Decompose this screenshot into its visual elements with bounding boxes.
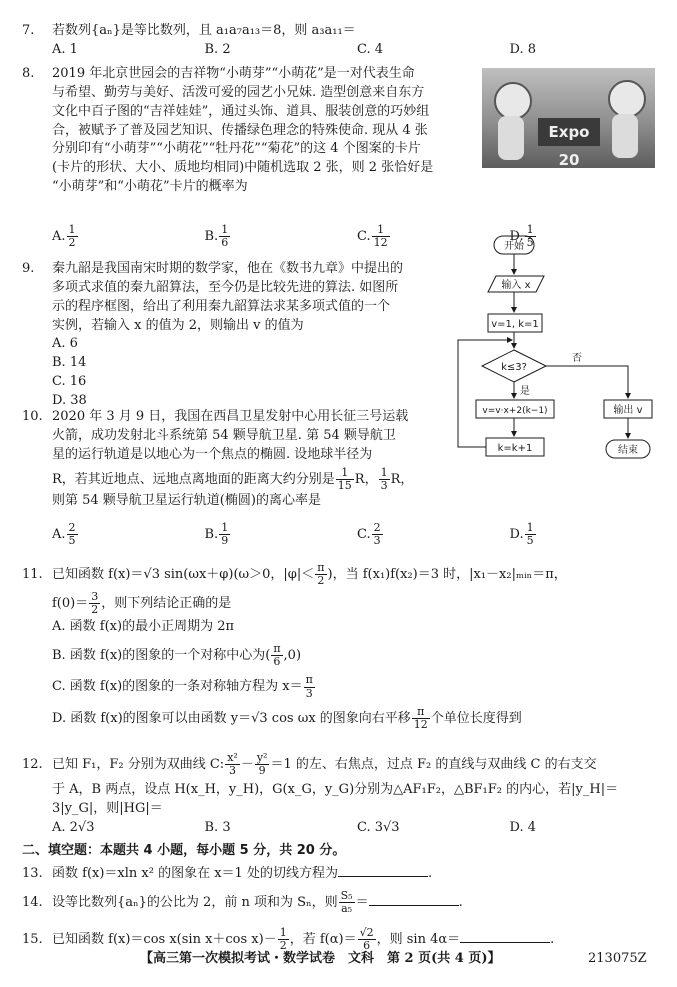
question-stem: 设等比数列{aₙ}的公比为 2，前 n 项和为 Sₙ，则 (52, 895, 338, 911)
question-number: 9. (22, 261, 35, 276)
question-8 (22, 65, 477, 197)
question-10 (22, 408, 462, 511)
option-a: A. 1 (52, 41, 78, 57)
question-line: 12. 已知 F₁，F₂ 分别为双曲线 C: $\frac{\text{x²}}{3}$ － $\frac{\text{y²}}{9}$ ＝1 的左、右焦点，过点 F₂ 的直线与双曲线 C 的右支交 (22, 751, 597, 778)
option-d: D. $\frac{1}{5}$ (509, 521, 534, 548)
mascot-head-left (494, 82, 532, 120)
section-title: 二、填空题：本题共 4 小题，每小题 5 分，共 20 分。 (22, 843, 346, 858)
question-line: 示的程序框图，给出了利用秦九韶算法求某多项式值的一个 (52, 298, 391, 314)
option-c: C. 3√3 (357, 819, 400, 835)
question-line: 则第 54 颗导航卫星运行轨道(椭圆)的离心率是 (52, 492, 321, 508)
expo-mascot-photo (482, 68, 655, 168)
option-b: B. $\frac{1}{9}$ (204, 521, 229, 548)
question-line: 秦九韶是我国南宋时期的数学家，他在《数书九章》中提出的 (52, 261, 404, 276)
answer-blank[interactable] (338, 862, 428, 877)
answer-blank[interactable] (369, 891, 459, 906)
question-9 (22, 260, 452, 411)
flow-yes-label: 是 (520, 386, 530, 397)
option-c: C. 函数 f(x)的图象的一条对称轴方程为 x＝ $\frac{\pi}{3}$ (52, 673, 313, 700)
flow-output-label: 输出 v (613, 405, 643, 416)
question-stem: 函数 f(x)＝xln x² 的图象在 x＝1 处的切线方程为 (52, 866, 338, 881)
footer-code: 213075Z (588, 951, 647, 966)
option-b: B. 3 (204, 819, 231, 835)
flow-update-k-label: k=k+1 (497, 443, 533, 454)
option-d: D. $\frac{1}{5}$ (509, 223, 534, 250)
question-10-options (22, 522, 662, 547)
question-line: 文化中百子图的“吉祥娃娃”，通过头饰、道具、服装创意的巧妙组 (52, 103, 430, 119)
question-line: 火箭，成功发射北斗系统第 54 颗导航卫星. 第 54 颗导航卫 (52, 427, 396, 443)
question-line: 11. 已知函数 f(x)＝√3 sin(ωx＋φ)(ω＞0，|φ|＜ $\frac{\pi}{2}$ )，当 f(x₁)f(x₂)＝3 时，|x₁－x₂|ₘᵢₙ＝π， (22, 561, 567, 588)
option-a: A. $\frac{2}{5}$ (52, 521, 76, 548)
option-a: A. 函数 f(x)的最小正周期为 2π (52, 619, 235, 635)
option-d: D. 4 (509, 819, 536, 835)
option-a: A. 6 (52, 336, 78, 352)
option-d: D. 函数 f(x)的图象可以由函数 y＝√3 cos ωx 的图象向右平移 $\frac{\pi}{12}$ 个单位长度得到 (52, 704, 522, 731)
flow-end-label: 结束 (618, 445, 638, 456)
option-a: A. $\frac{1}{2}$ (52, 223, 76, 250)
question-7 (22, 22, 662, 60)
question-number: 8. (22, 66, 35, 81)
option-c: C. 4 (357, 41, 384, 57)
flow-init-label: v=1, k=1 (491, 319, 539, 330)
question-line: 于 A，B 两点，设点 H(x_H，y_H)，G(x_G，y_G)分别为△AF₁F₂，△BF₁F₂ 的内心，若|y_H|＝ (52, 782, 619, 798)
options (22, 41, 662, 60)
flow-no-label: 否 (572, 353, 582, 364)
footer-title: 【高三第一次模拟考试・数学试卷 文科 第 2 页(共 4 页)】 (140, 951, 501, 966)
program-flowchart (452, 230, 662, 470)
option-c: C. $\frac{1}{12}$ (357, 223, 388, 250)
question-line: f(0)＝ $\frac{3}{2}$ ，则下列结论正确的是 (52, 590, 232, 617)
question-15: 15. 已知函数 f(x)＝cos x(sin x＋cos x)－ $\frac{1}{2}$ ，若 f(α)＝ $\frac{√2}{6}$ ，则 sin 4α＝ . (22, 926, 555, 953)
question-line: “小萌芽”和“小萌花”卡片的概率为 (52, 179, 248, 195)
expo-sign: Expo 20 (538, 118, 600, 146)
question-line: 与希望、勤劳与美好、活泼可爱的园艺小兄妹. 造型创意来自东方 (52, 84, 425, 100)
question-12 (22, 752, 662, 838)
option-c: C. 16 (52, 374, 87, 390)
question-line: (卡片的形状、大小、质地均相同)中随机选取 2 张，则 2 张恰好是 (52, 160, 434, 176)
question-number: 14. (22, 895, 43, 911)
question-number: 10. (22, 409, 43, 424)
question-line: 2020 年 3 月 9 日，我国在西昌卫星发射中心用长征三号运载 (52, 409, 409, 424)
option-d: D. 38 (52, 392, 87, 408)
question-13: 13. 函数 f(x)＝xln x² 的图象在 x＝1 处的切线方程为 . (22, 862, 662, 884)
options (22, 819, 662, 838)
option-d: D. 8 (509, 41, 536, 57)
option-b: B. 函数 f(x)的图象的一个对称中心为( $\frac{\pi}{6}$ ,0) (52, 642, 302, 669)
option-b: B. 14 (52, 355, 87, 371)
option-c: C. $\frac{2}{3}$ (357, 521, 381, 548)
mascot-body-left (498, 116, 524, 160)
question-number: 15. (22, 932, 43, 948)
question-11 (22, 562, 662, 731)
question-line: 2019 年北京世园会的吉祥物“小萌芽”“小萌花”是一对代表生命 (52, 66, 415, 81)
option-b: B. 2 (204, 41, 231, 57)
answer-blank[interactable] (460, 928, 550, 943)
question-number: 13. (22, 866, 43, 881)
question-line: 3|y_G|，则|HG|＝ (52, 801, 163, 817)
question-line: 多项式求值的秦九韶算法，至今仍是比较先进的算法. 如图所 (52, 279, 399, 295)
flow-update-v-label: v=v·x+2(k−1) (482, 406, 548, 416)
question-stem: 已知函数 f(x)＝cos x(sin x＋cos x)－ (52, 932, 277, 948)
option-b: B. $\frac{1}{6}$ (204, 223, 229, 250)
flow-start-label: 开始 (504, 241, 524, 252)
question-stem: 若数列{aₙ}是等比数列，且 a₁a₇a₁₃＝8，则 a₃a₁₁＝ (52, 23, 356, 38)
question-line: 合，被赋予了普及园艺知识、传播绿色理念的特殊使命. 现从 4 张 (52, 122, 428, 138)
question-14: 14. 设等比数列{aₙ}的公比为 2，前 n 项和为 Sₙ，则 $\frac{\text{S₅}}{\text{a₅}}$ ＝ . (22, 889, 463, 916)
question-line: 实例，若输入 x 的值为 2，则输出 v 的值为 (52, 317, 304, 333)
mascot-head-right (608, 80, 646, 118)
question-line: 星的运行轨道是以地心为一个焦点的椭圆. 设地球半径为 (52, 446, 373, 462)
flow-input-label: 输入 x (501, 280, 531, 291)
question-line: R，若其近地点、远地点离地面的距离大约分别是 $\frac{1}{15}$ R， $\frac{1}{3}$ R， (52, 465, 414, 492)
mascot-body-right (612, 114, 638, 158)
flow-condition-label: k≤3? (501, 362, 527, 373)
question-number: 7. (22, 23, 35, 38)
question-line: 分别印有“小萌芽”“小萌花”“牡丹花”“菊花”的这 4 个图案的卡片 (52, 141, 421, 157)
option-a: A. 2√3 (52, 819, 95, 835)
